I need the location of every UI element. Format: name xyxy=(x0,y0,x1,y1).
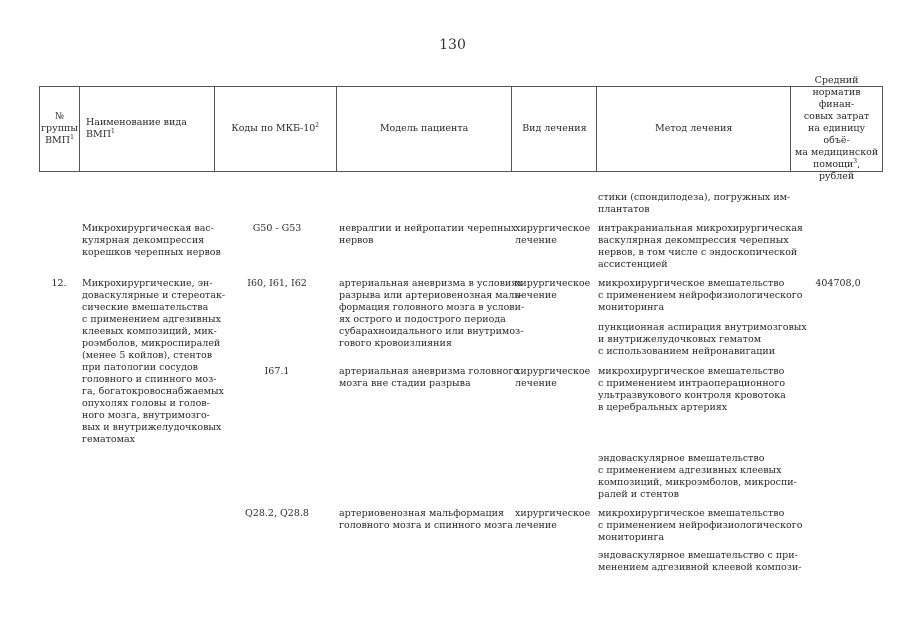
row2a-model: артериальная аневризма в условиях разрыва или артериовенозная маль- формация головного мозга в услови- ях острого и подострого периода субарахноидального или внутримоз- гового кровоизлияния xyxy=(339,278,525,349)
footnote-mark: 2 xyxy=(315,121,320,129)
row2c-codes: Q28.2, Q28.8 xyxy=(245,508,309,519)
header-codes-label: Коды по МКБ-10 xyxy=(231,123,316,134)
row2a-method2: пункционная аспирация внутримозговых и внутрижелудочковых гематом с использованием нейронавигации xyxy=(598,322,807,357)
row2b-codes: I67.1 xyxy=(264,366,290,377)
header-icd-codes xyxy=(215,87,337,171)
row2b-method2: эндоваскулярное вмешательство с применением адгезивных клеевых композиций, микроэмболов, микроспи- ралей и стентов xyxy=(598,453,797,500)
row2b-type: хирургическое лечение xyxy=(515,366,591,389)
header-group-label: № группы ВМП xyxy=(41,111,78,146)
header-cost-label: Средний норматив финан- совых затрат на единицу объё- ма медицинской помощи xyxy=(794,75,879,170)
row2b-method1: микрохирургическое вмешательство с применением интраоперационного ультразвукового контроля кровотока в церебральных артериях xyxy=(598,366,786,413)
footnote-mark: 1 xyxy=(70,133,74,141)
row1-name: Микрохирургическая вас- кулярная декомпрессия корешков черепных нервов xyxy=(82,223,221,258)
row2-group-number: 12. xyxy=(51,278,67,289)
header-group-number xyxy=(40,87,80,171)
header-cost-tail: , рублей xyxy=(818,159,861,182)
row2c-model: артериовенозная мальформация головного мозга и спинного мозга xyxy=(339,508,513,531)
page-number: 130 xyxy=(439,37,466,53)
row1-model: невралгии и нейропатии черепных нервов xyxy=(339,223,517,246)
row2b-model: артериальная аневризма головного мозга вне стадии разрыва xyxy=(339,366,520,389)
footnote-mark: 3 xyxy=(853,157,858,165)
header-name-label: Наименование вида ВМП xyxy=(86,117,187,140)
method-continuation: стики (спондилодеза), погружных им- плантатов xyxy=(598,192,791,215)
header-treatment-method: Метод лечения xyxy=(597,87,791,171)
row2a-method1: микрохирургическое вмешательство с применением нейрофизиологического мониторинга xyxy=(598,278,803,313)
table-header xyxy=(39,75,883,182)
header-treatment-type: Вид лечения xyxy=(512,87,597,171)
row1-method: интракраниальная микрохирургическая васкулярная декомпрессия черепных нервов, в том числе с эндоскопической ассистенцией xyxy=(598,223,803,270)
row2a-codes: I60, I61, I62 xyxy=(247,278,307,289)
row1-type: хирургическое лечение xyxy=(515,223,591,246)
row2c-method1: микрохирургическое вмешательство с применением нейрофизиологического мониторинга xyxy=(598,508,803,543)
row2a-type: хирургическое лечение xyxy=(515,278,591,301)
row2-name: Микрохирургические, эн- доваскулярные и стереотак- сические вмешательства с применением адгезивных клеевых композиций, мик- роэмболов, микроспиралей (менее 5 койлов), стентов при патологии сосудов головного и спинного моз- га, богатокровоснабжаемых опухолях головы и голов- ного мозга, внутримозго- вых и внутрижелудочковых гематомах xyxy=(82,278,226,445)
row2c-type: хирургическое лечение xyxy=(515,508,591,531)
row2-cost: 404708,0 xyxy=(815,278,861,289)
row1-codes: G50 - G53 xyxy=(252,223,302,234)
header-patient-model: Модель пациента xyxy=(337,87,513,171)
footnote-mark: 1 xyxy=(111,127,115,135)
header-vmp-name xyxy=(80,87,215,171)
row2c-method2: эндоваскулярное вмешательство с при- менением адгезивной клеевой компози- xyxy=(598,550,802,573)
header-average-cost xyxy=(791,75,883,182)
